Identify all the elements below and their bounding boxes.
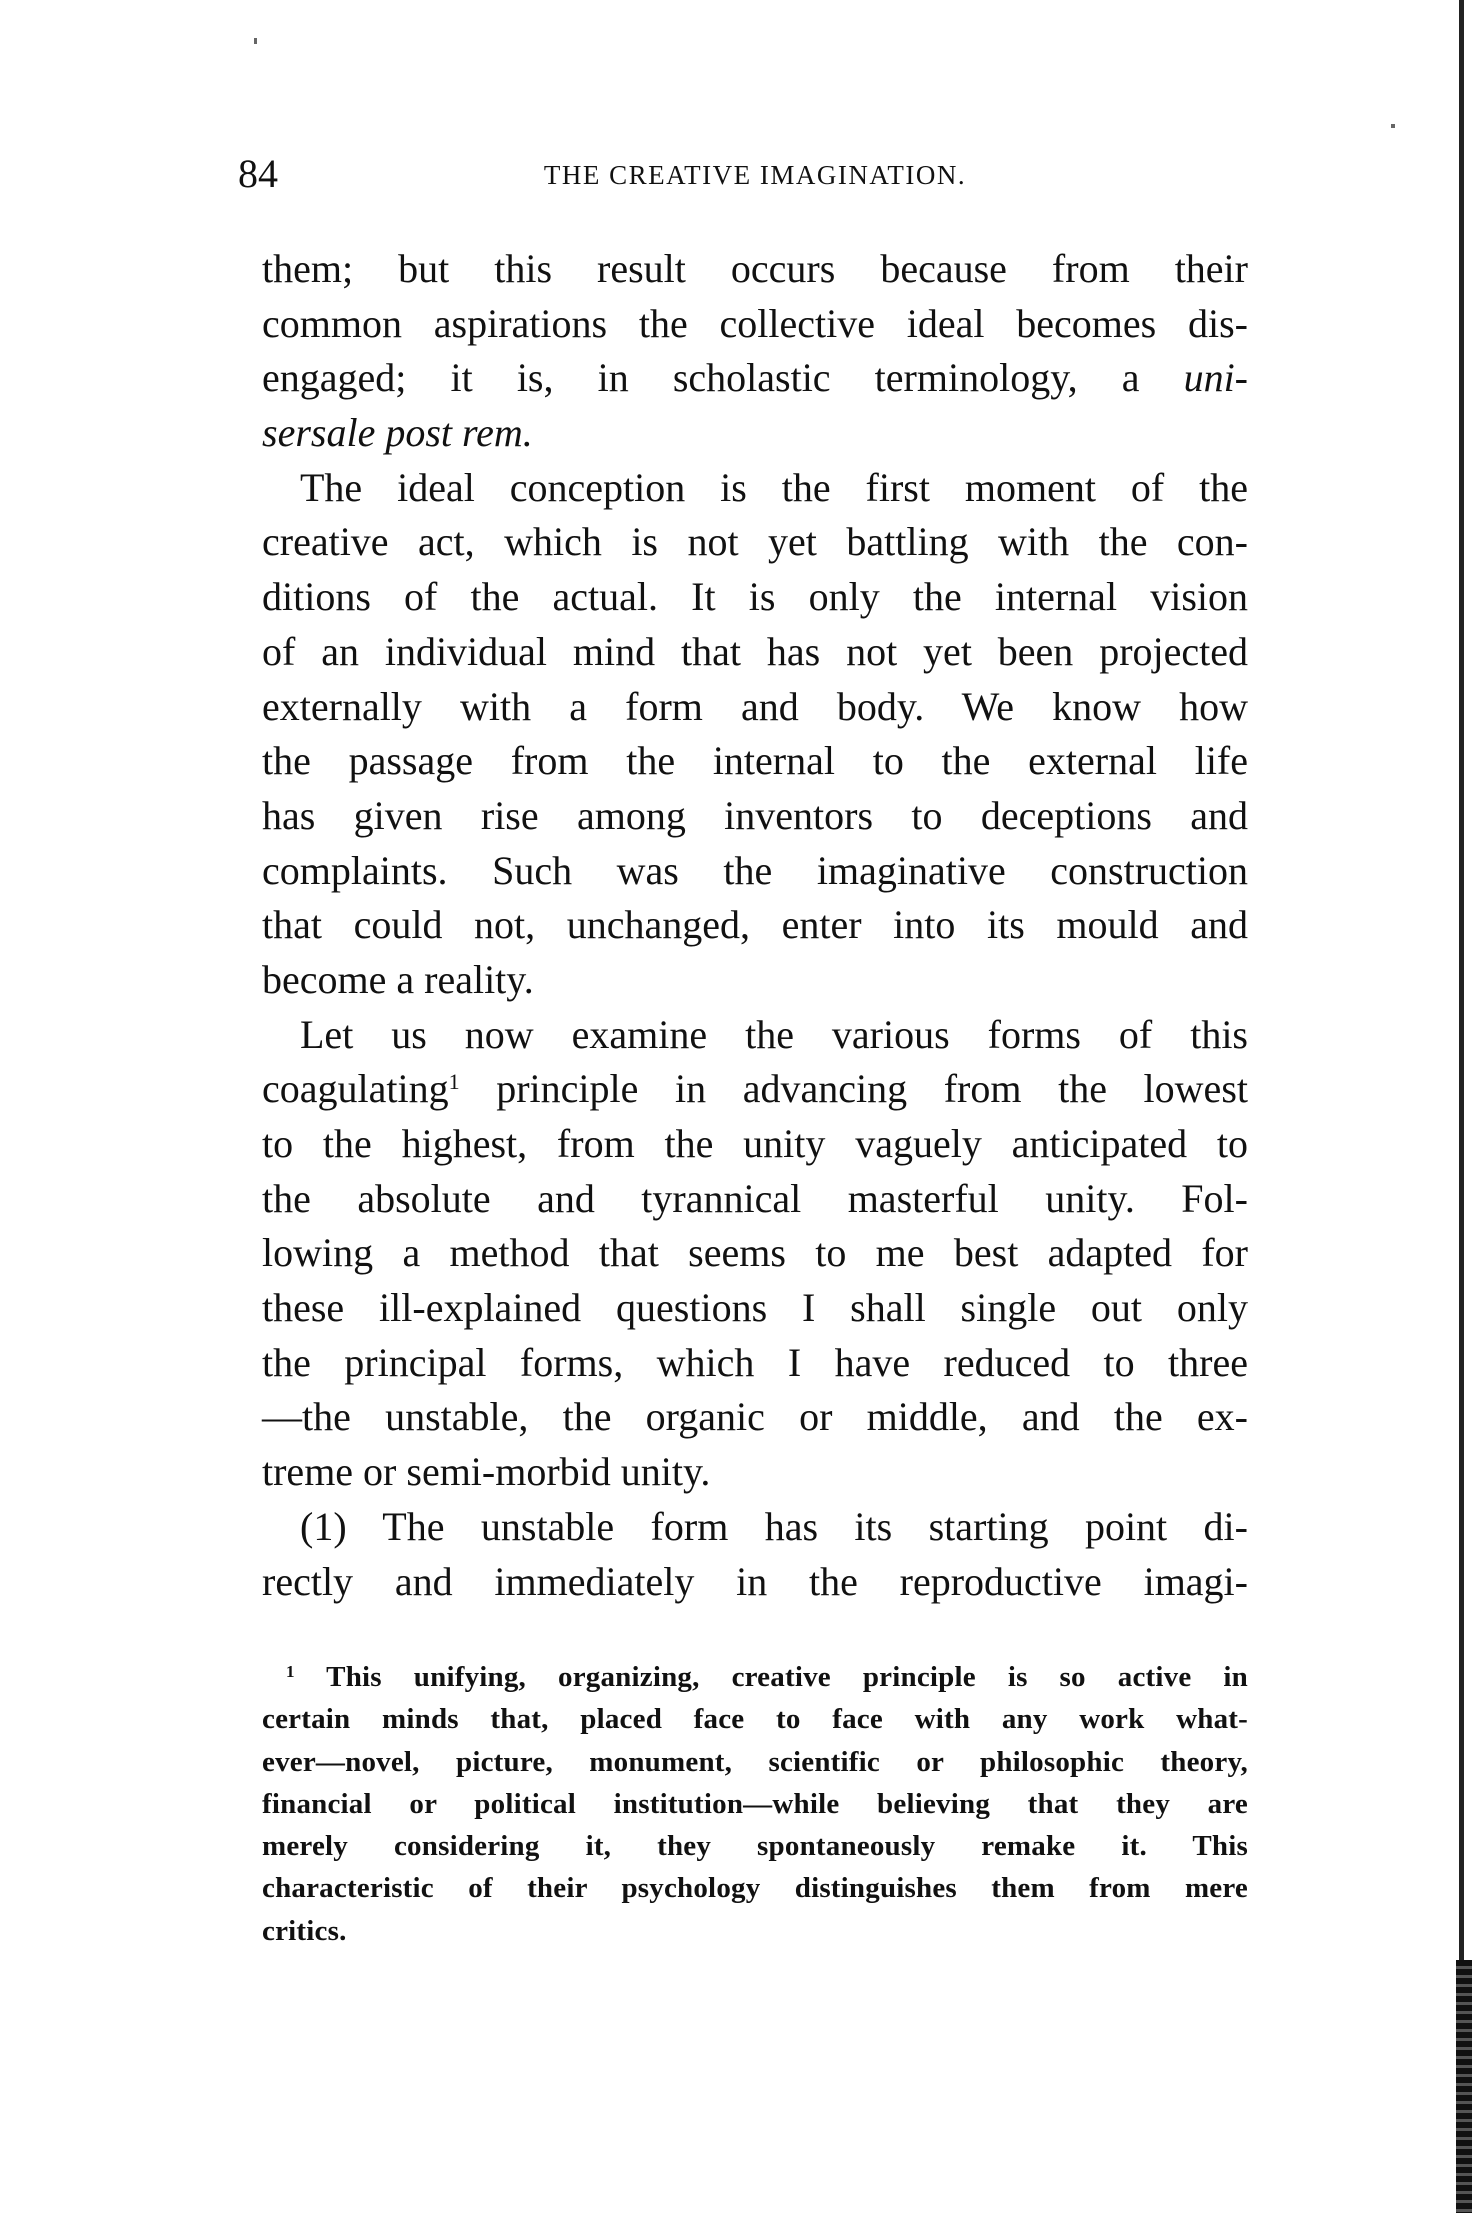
- text-line: [262, 1172, 1248, 1227]
- footnote-marker: 1: [286, 1662, 295, 1681]
- footnote-marker: 1: [448, 1069, 460, 1095]
- footnote-line: [262, 1656, 1248, 1698]
- body-text: [262, 242, 1248, 1609]
- footnote-line: [262, 1783, 1248, 1825]
- text-run: characteristic of their psychology distinguishes them from mere: [262, 1872, 1248, 1905]
- text-line: [262, 734, 1248, 789]
- text-line: [262, 1336, 1248, 1391]
- footnote-line: [262, 1910, 1248, 1952]
- text-line: [262, 242, 1248, 297]
- text-run: certain minds that, placed face to face with any work what-: [262, 1703, 1248, 1736]
- text-run: ditions of the actual. It is only the internal vision: [262, 574, 1248, 620]
- text-line: [262, 1117, 1248, 1172]
- text-run: merely considering it, they spontaneously remake it. This: [262, 1830, 1248, 1863]
- text-line: [262, 297, 1248, 352]
- text-run: these ill-explained questions I shall single out only: [262, 1285, 1248, 1331]
- text-run: creative act, which is not yet battling with the con-: [262, 519, 1248, 565]
- text-line: [262, 680, 1248, 735]
- text-run: critics.: [262, 1914, 347, 1947]
- text-run: treme or semi-morbid unity.: [262, 1449, 711, 1495]
- text-line: [262, 570, 1248, 625]
- footnote-line: [262, 1698, 1248, 1740]
- footnote: [262, 1656, 1248, 1952]
- text-run: the principal forms, which I have reduced to three: [262, 1339, 1248, 1385]
- text-line: [262, 953, 1248, 1008]
- italic-text: sersale post rem.: [262, 410, 533, 456]
- text-line: [262, 844, 1248, 899]
- text-run: the passage from the internal to the external life: [262, 738, 1248, 784]
- text-run: engaged; it is, in scholastic terminology, a: [262, 355, 1184, 401]
- scan-speck: [254, 38, 257, 44]
- page-number: 84: [238, 151, 278, 196]
- text-run: coagulating: [262, 1066, 449, 1112]
- running-title: THE CREATIVE IMAGINATION.: [543, 160, 967, 190]
- text-line: [262, 789, 1248, 844]
- text-run: of an individual mind that has not yet been projected: [262, 628, 1248, 674]
- text-line: [262, 515, 1248, 570]
- text-run: that could not, unchanged, enter into its mould and: [262, 902, 1248, 948]
- text-run: financial or political institution—while believing that they are: [262, 1787, 1248, 1820]
- text-line: [262, 1008, 1248, 1063]
- text-run: has given rise among inventors to deceptions and: [262, 792, 1248, 838]
- text-run: principle in advancing from the lowest: [459, 1066, 1248, 1112]
- text-run: This unifying, organizing, creative principle is so active in: [294, 1661, 1248, 1693]
- text-line: [262, 461, 1248, 516]
- footnote-line: [262, 1825, 1248, 1867]
- text-line: [262, 1500, 1248, 1555]
- italic-text: uni-: [1183, 355, 1248, 401]
- footnote-line: [262, 1867, 1248, 1909]
- text-line: [262, 351, 1248, 406]
- text-line: [262, 1062, 1248, 1117]
- text-run: externally with a form and body. We know how: [262, 683, 1248, 729]
- text-run: common aspirations the collective ideal becomes dis-: [262, 300, 1248, 346]
- text-line: [262, 1445, 1248, 1500]
- text-line: [262, 1281, 1248, 1336]
- text-line: [262, 1226, 1248, 1281]
- text-line: [262, 1555, 1248, 1610]
- text-run: them; but this result occurs because from their: [262, 246, 1248, 291]
- text-run: the absolute and tyrannical masterful unity. Fol-: [262, 1175, 1248, 1221]
- text-run: (1) The unstable form has its starting point di-: [300, 1503, 1248, 1549]
- text-run: complaints. Such was the imaginative construction: [262, 847, 1248, 893]
- page-edge-binding: [1456, 1960, 1472, 2213]
- text-line: [262, 625, 1248, 680]
- text-run: become a reality.: [262, 956, 534, 1002]
- text-line: [262, 1390, 1248, 1445]
- text-run: —the unstable, the organic or middle, and the ex-: [262, 1394, 1248, 1440]
- page-edge-shadow: [1459, 0, 1464, 2213]
- footnote-line: [262, 1741, 1248, 1783]
- text-run: ever—novel, picture, monument, scientific or philosophic theory,: [262, 1745, 1248, 1778]
- text-line: [262, 898, 1248, 953]
- text-line: [262, 406, 1248, 461]
- text-run: to the highest, from the unity vaguely anticipated to: [262, 1121, 1248, 1166]
- text-run: The ideal conception is the first moment of the: [300, 464, 1248, 510]
- text-run: lowing a method that seems to me best adapted for: [262, 1230, 1248, 1276]
- text-run: Let us now examine the various forms of this: [300, 1011, 1248, 1057]
- running-header: [238, 150, 1248, 200]
- scan-speck: [1391, 124, 1395, 128]
- text-run: rectly and immediately in the reproductive imagi-: [262, 1558, 1248, 1604]
